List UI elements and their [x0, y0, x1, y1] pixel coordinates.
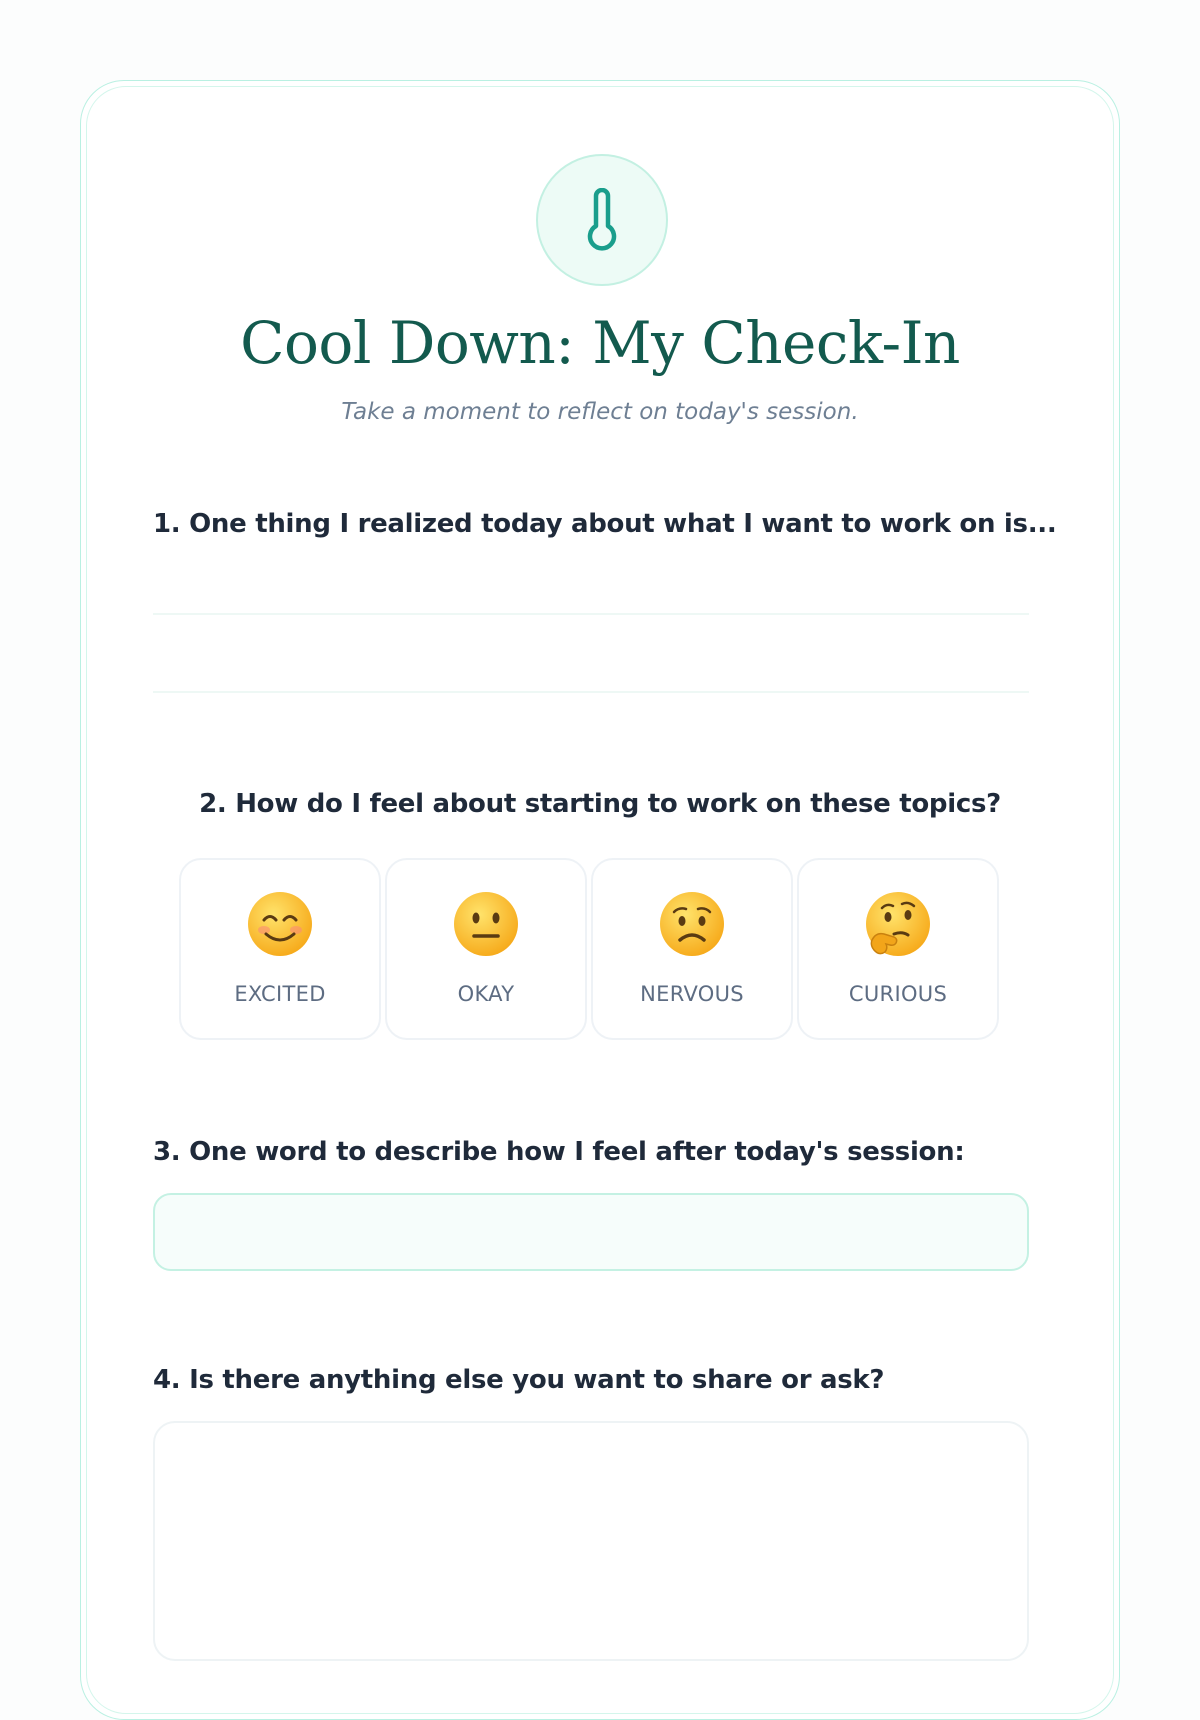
page-title: Cool Down: My Check-In [240, 309, 960, 377]
mood-option-excited[interactable] [179, 858, 381, 1040]
question-1-label: 1. One thing I realized today about what I want to work on is... [153, 509, 1057, 539]
mood-label-curious: CURIOUS [848, 982, 948, 1006]
thermometer-icon [582, 188, 622, 252]
page-subtitle: Take a moment to reflect on today's session. [341, 399, 859, 425]
mood-label-okay: OKAY [457, 982, 515, 1006]
mood-option-curious[interactable] [797, 858, 999, 1040]
thermometer-badge [536, 154, 668, 286]
question-3-label: 3. One word to describe how I feel after today's session: [153, 1137, 965, 1167]
mood-option-nervous[interactable] [591, 858, 793, 1040]
check-in-card [80, 80, 1120, 1720]
neutral-face-icon [452, 890, 520, 958]
mood-option-okay[interactable] [385, 858, 587, 1040]
share-textarea[interactable] [153, 1421, 1029, 1661]
mood-label-nervous: NERVOUS [640, 982, 744, 1006]
answer-line-2[interactable] [153, 691, 1029, 693]
thinking-face-icon [864, 890, 932, 958]
answer-line-1[interactable] [153, 613, 1029, 615]
question-2-label: 2. How do I feel about starting to work on these topics? [199, 789, 1001, 819]
worried-face-icon [658, 890, 726, 958]
mood-options [179, 858, 999, 1040]
mood-label-excited: EXCITED [234, 982, 326, 1006]
question-4-label: 4. Is there anything else you want to share or ask? [153, 1365, 885, 1395]
one-word-input[interactable] [153, 1193, 1029, 1271]
smiling-face-icon [246, 890, 314, 958]
